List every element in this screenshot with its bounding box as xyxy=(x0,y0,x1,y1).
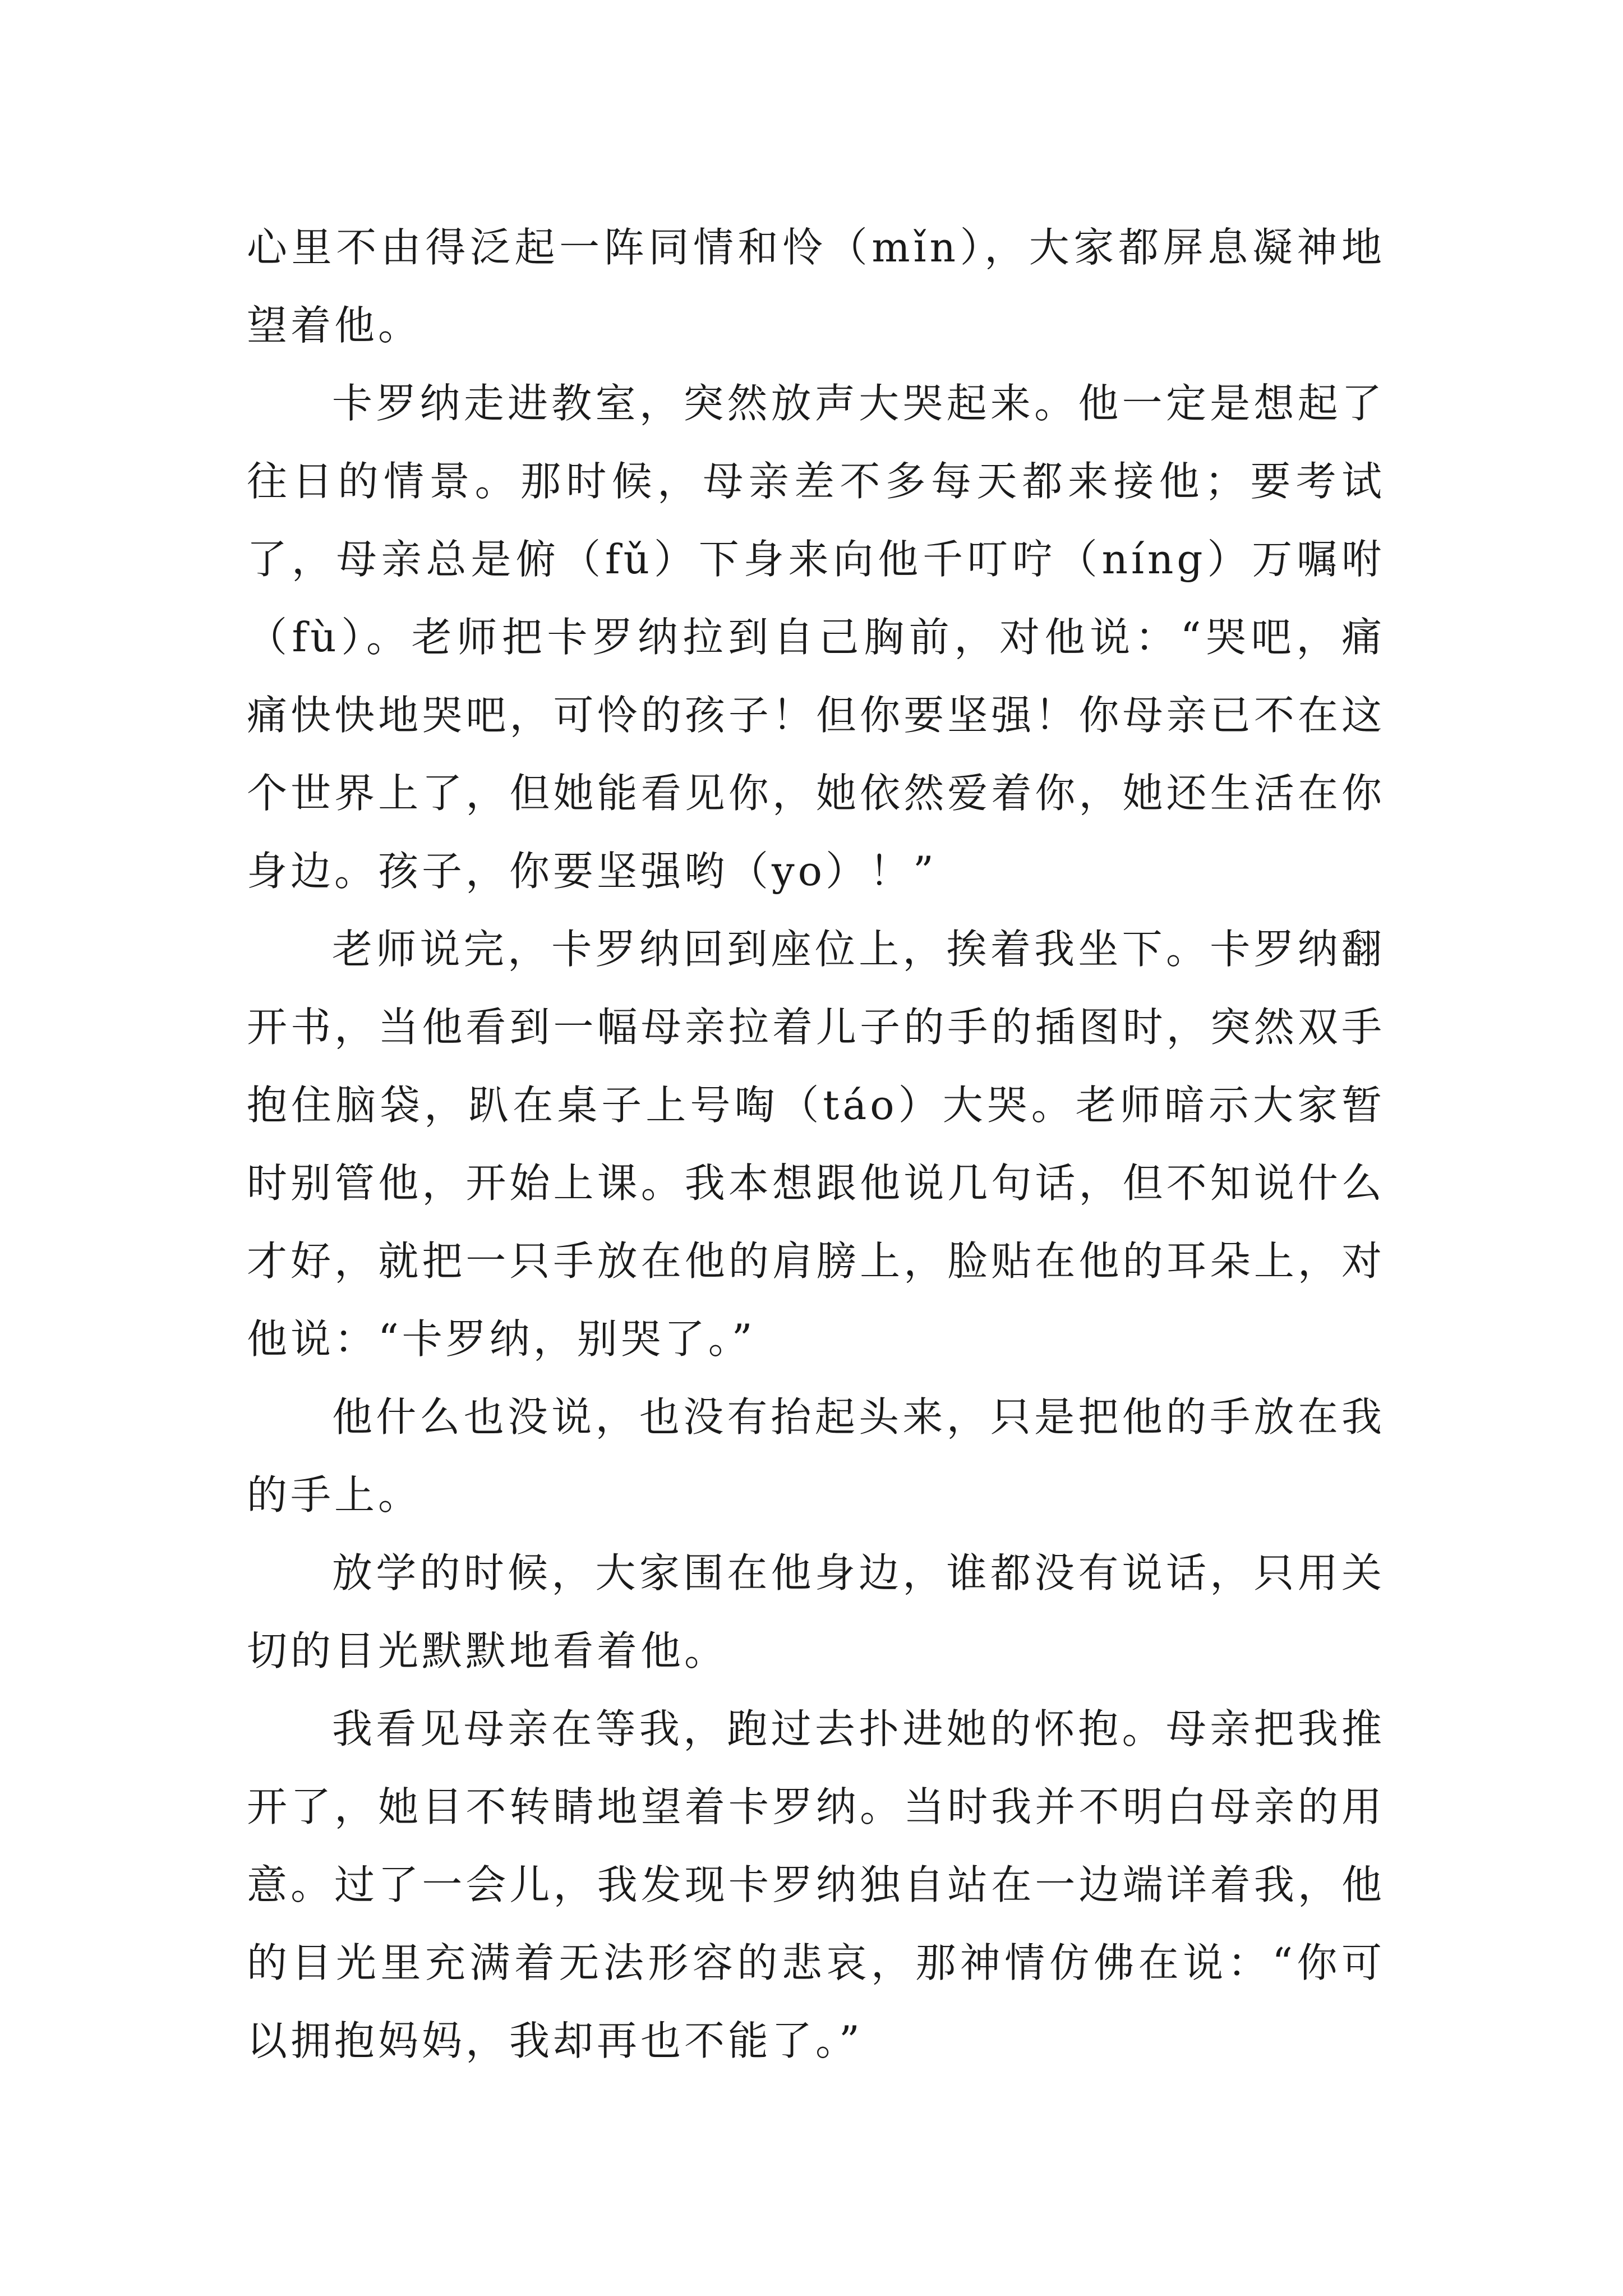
paragraph-6: 我看见母亲在等我，跑过去扑进她的怀抱。母亲把我推开了，她目不转睛地望着卡罗纳。当时我并不明白母亲的用意。过了一会儿，我发现卡罗纳独自站在一边端详着我，他的目光里充满着无法形容的悲哀，那神情仿佛在说：“你可以拥抱妈妈，我却再也不能了。” xyxy=(247,1705,1385,2064)
body-text xyxy=(247,209,1385,2080)
paragraph-3: 老师说完，卡罗纳回到座位上，挨着我坐下。卡罗纳翻开书，当他看到一幅母亲拉着儿子的手的插图时，突然双手抱住脑袋，趴在桌子上号啕（táo）大哭。老师暗示大家暂时别管他，开始上课。我本想跟他说几句话，但不知说什么才好，就把一只手放在他的肩膀上，脸贴在他的耳朵上，对他说：“卡罗纳，别哭了。” xyxy=(247,926,1385,1363)
paragraph-4: 他什么也没说，也没有抬起头来，只是把他的手放在我的手上。 xyxy=(247,1393,1385,1519)
paragraph-2: 卡罗纳走进教室，突然放声大哭起来。他一定是想起了往日的情景。那时候，母亲差不多每天都来接他；要考试了，母亲总是俯（fǔ）下身来向他千叮咛（níng）万嘱咐（fù）。老师把卡罗纳拉到自己胸前，对他说：“哭吧，痛痛快快地哭吧，可怜的孩子！但你要坚强！你母亲已不在这个世界上了，但她能看见你，她依然爱着你，她还生活在你身边。孩子，你要坚强哟（yo）！” xyxy=(247,380,1385,895)
paragraph-5: 放学的时候，大家围在他身边，谁都没有说话，只用关切的目光默默地看着他。 xyxy=(247,1549,1385,1674)
paragraph-1: 心里不由得泛起一阵同情和怜（mǐn），大家都屏息凝神地望着他。 xyxy=(247,224,1385,349)
